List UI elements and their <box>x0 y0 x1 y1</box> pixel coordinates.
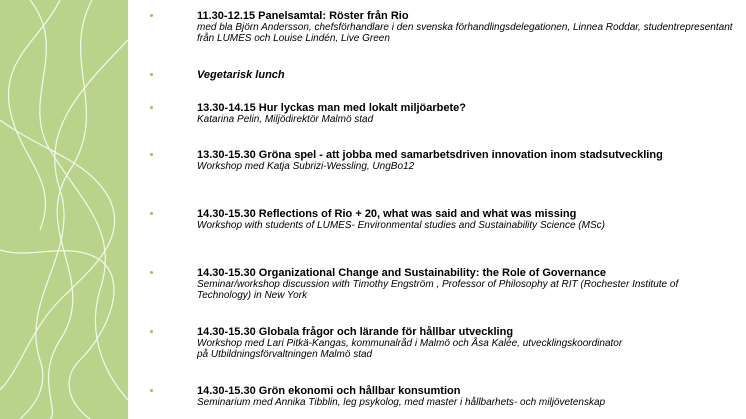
agenda-item-title: 14.30-15.30 Reflections of Rio + 20, what was said and what was missing <box>197 208 577 220</box>
agenda-item-description: Workshop med Katja Subrizi-Wessling, UngBo12 <box>197 161 415 172</box>
agenda-item-description: Katarina Pelin, Miljödirektör Malmö stad <box>197 114 374 125</box>
decorative-side-panel <box>0 0 128 419</box>
agenda-item-title: 14.30-15.30 Organizational Change and Sustainability: the Role of Governance <box>197 267 606 279</box>
bullet-icon <box>150 389 153 392</box>
agenda-item-description: Seminarium med Annika Tibblin, leg psykolog, med master i hållbarhets- och miljövetenskap <box>197 397 606 408</box>
bullet-icon <box>150 153 153 156</box>
bullet-icon <box>150 330 153 333</box>
agenda-item-description: Workshop with students of LUMES- Environmental studies and Sustainability Science (MSc) <box>197 220 605 231</box>
agenda-item-description: Seminar/workshop discussion with Timothy Engström , Professor of Philosophy at RIT (Rochester Institute of Technology) in New York <box>197 279 679 301</box>
bullet-icon <box>150 106 153 109</box>
agenda-item-description: Workshop med Lari Pitkä-Kangas, kommunalråd i Malmö och Åsa Kalée, utvecklingskoordinator på Utbildningsförvaltningen Malmö stad <box>197 338 623 360</box>
bullet-icon <box>150 73 153 76</box>
agenda-item-title: 13.30-14.15 Hur lyckas man med lokalt miljöarbete? <box>197 102 467 114</box>
bullet-icon <box>150 212 153 215</box>
bullet-icon <box>150 271 153 274</box>
agenda-item-title: Vegetarisk lunch <box>197 69 285 81</box>
agenda-item-title: 13.30-15.30 Gröna spel - att jobba med samarbetsdriven innovation inom stadsutveckling <box>197 149 663 161</box>
agenda-item-title: 11.30-12.15 Panelsamtal: Röster från Rio <box>197 10 409 22</box>
agenda-item-description: med bla Björn Andersson, chefsförhandlare i den svenska förhandlingsdelegationen, Linnea Roddar, studentrepresentant från LUMES och Louise Lindén, Live Green <box>197 22 733 44</box>
agenda-item-title: 14.30-15.30 Grön ekonomi och hållbar konsumtion <box>197 385 461 397</box>
agenda-item-title: 14.30-15.30 Globala frågor och lärande för hållbar utveckling <box>197 326 514 338</box>
swirl-lines-decoration <box>0 0 128 419</box>
bullet-icon <box>150 14 153 17</box>
